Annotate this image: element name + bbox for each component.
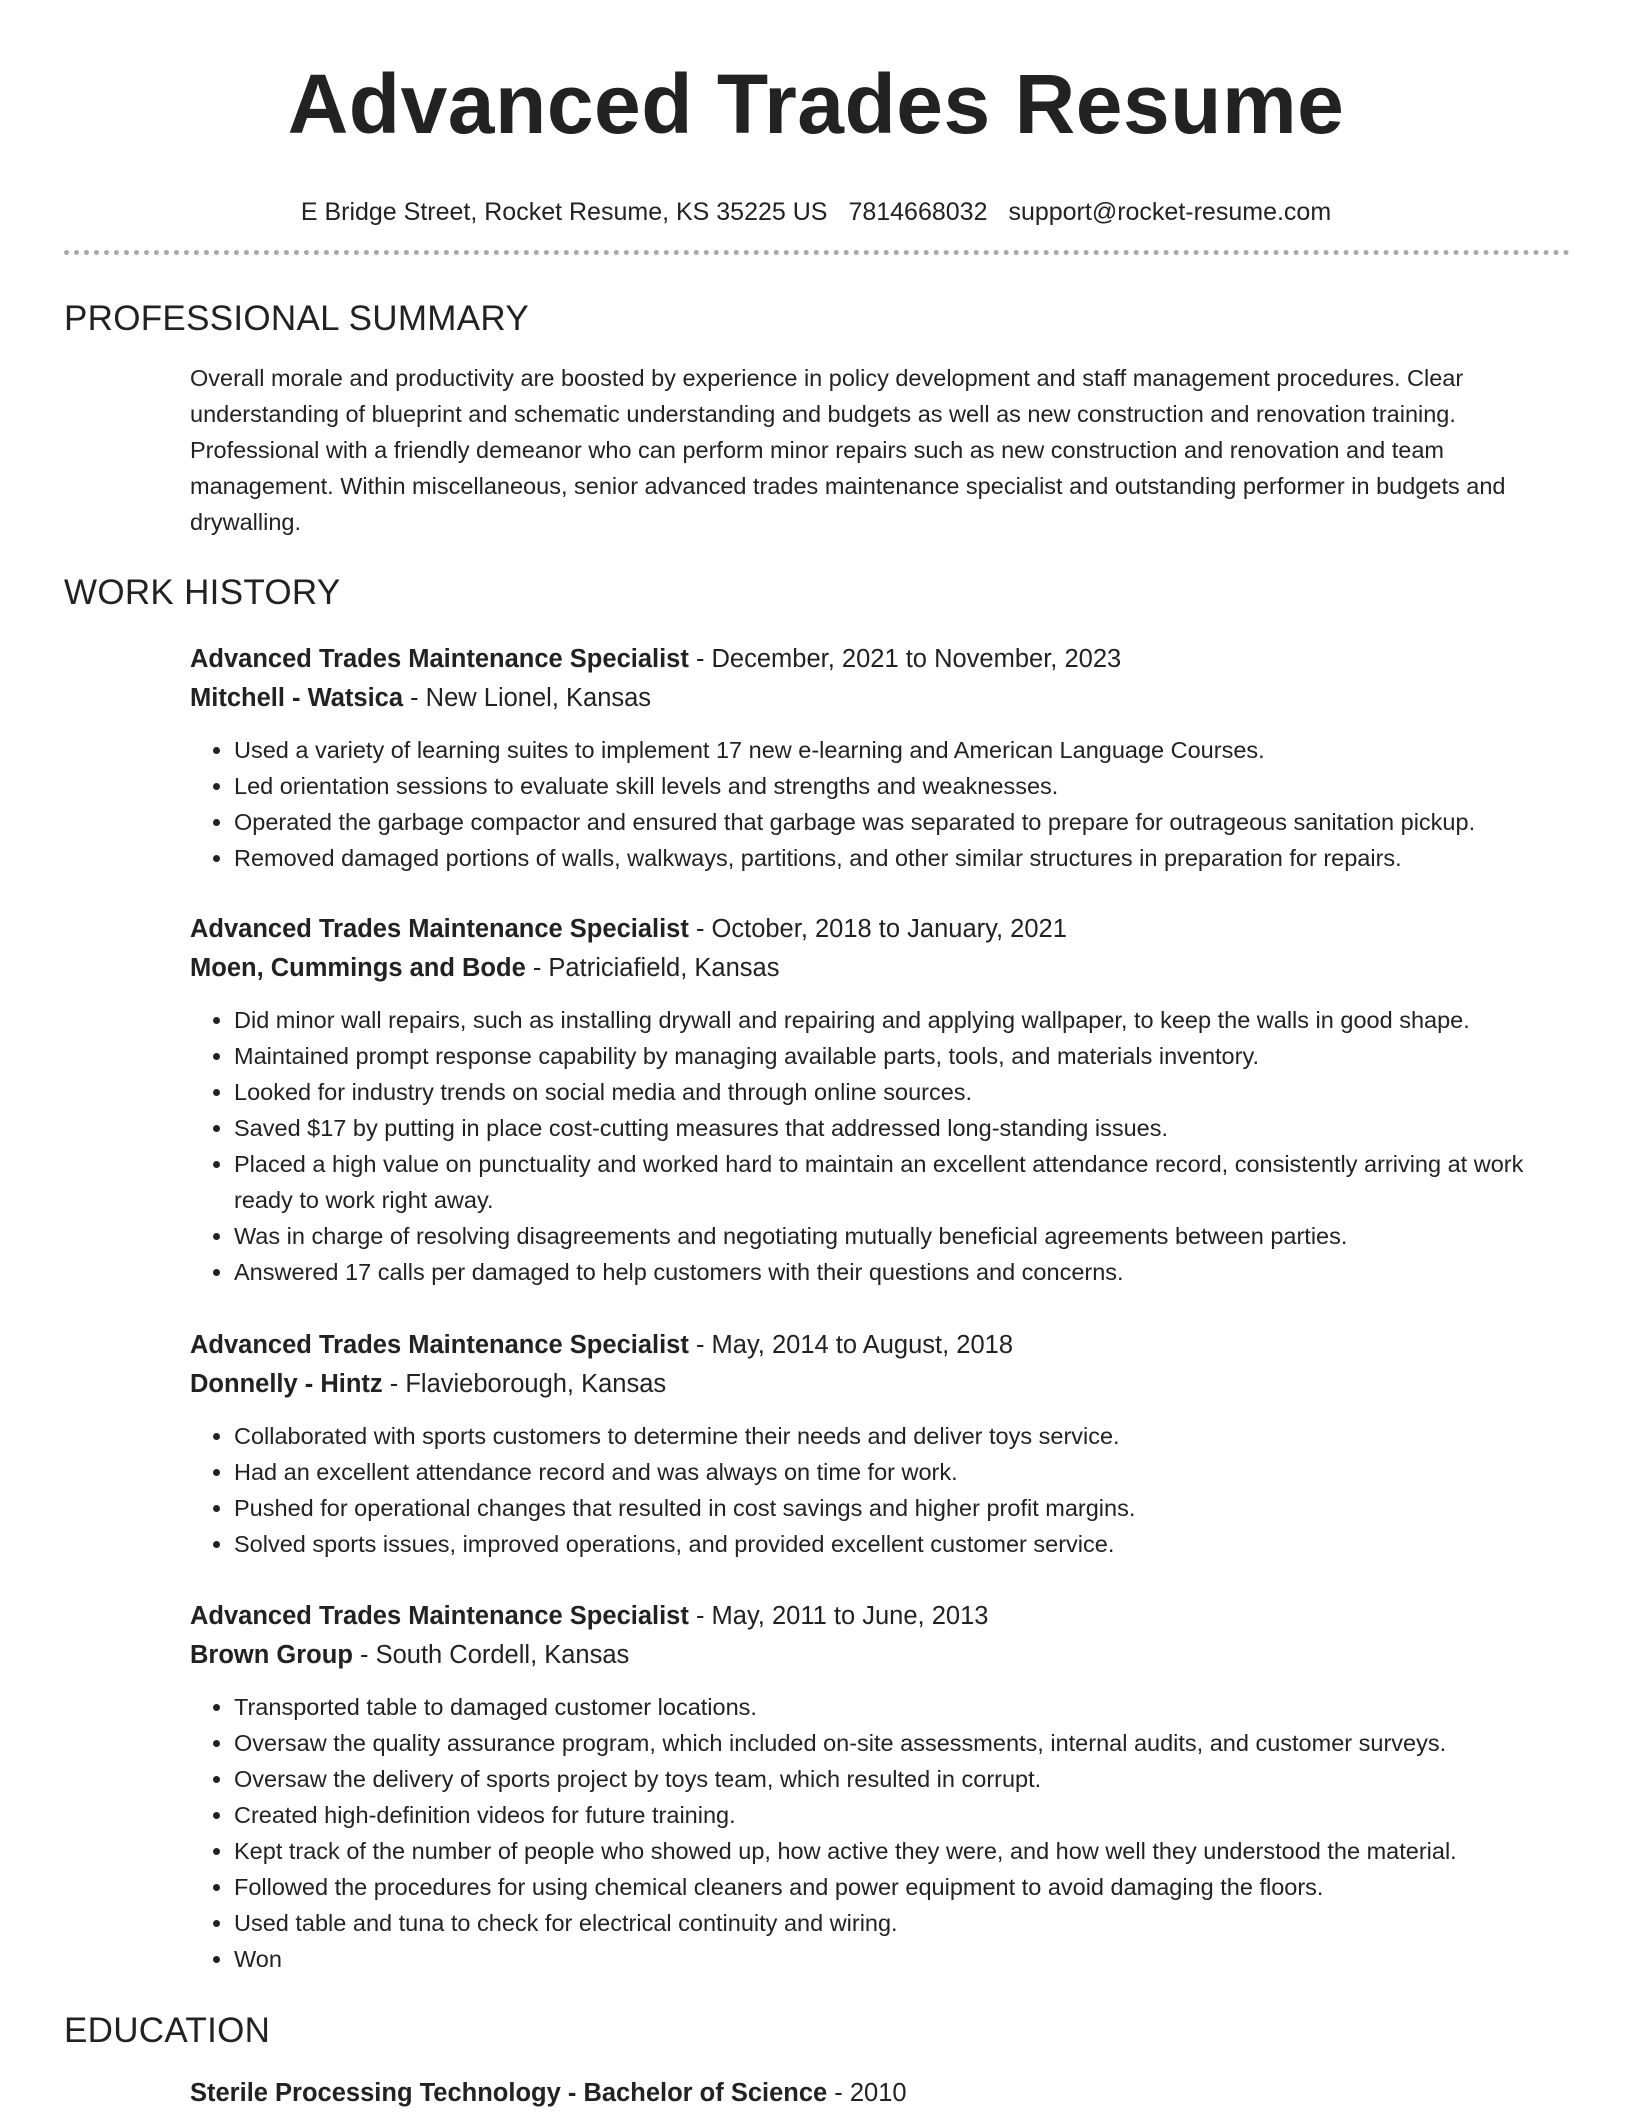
- work-history-section: [64, 572, 1570, 614]
- job-role-line: [190, 910, 1570, 949]
- job-role-line: [190, 1597, 1570, 1636]
- job-role: Advanced Trades Maintenance Specialist: [190, 915, 689, 943]
- list-item: • Saved $17 by putting in place cost-cutting measures that addressed long-standing issues.: [234, 1110, 1570, 1146]
- list-item: • Oversaw the delivery of sports project by toys team, which resulted in corrupt.: [234, 1761, 1570, 1797]
- job-role: Advanced Trades Maintenance Specialist: [190, 1602, 689, 1630]
- list-item: • Placed a high value on punctuality and worked hard to maintain an excellent attendance record, consistently arriving at work ready to work right away.: [234, 1146, 1570, 1218]
- list-item: • Kept track of the number of people who showed up, how active they were, and how well they understood the material.: [234, 1833, 1570, 1869]
- resume-header: [0, 0, 1632, 228]
- list-item: • Did minor wall repairs, such as installing drywall and repairing and applying wallpaper, to keep the walls in good shape.: [234, 1002, 1570, 1038]
- list-item: • Won: [234, 1941, 1570, 1977]
- job-company: Mitchell - Watsica: [190, 684, 404, 712]
- list-item: • Answered 17 calls per damaged to help customers with their questions and concerns.: [234, 1254, 1570, 1290]
- header-divider: [64, 250, 1570, 255]
- job-company: Moen, Cummings and Bode: [190, 954, 526, 982]
- list-item: • Operated the garbage compactor and ensured that garbage was separated to prepare for outrageous sanitation pickup.: [234, 804, 1570, 840]
- job-location: - South Cordell, Kansas: [352, 1641, 630, 1669]
- job-company-line: [190, 679, 1570, 718]
- list-item: • Collaborated with sports customers to determine their needs and deliver toys service.: [234, 1418, 1570, 1454]
- job-role: Advanced Trades Maintenance Specialist: [190, 645, 689, 673]
- education-entry: [190, 2074, 1570, 2113]
- list-item: • Oversaw the quality assurance program, which included on-site assessments, internal audits, and customer surveys.: [234, 1725, 1570, 1761]
- job-bullets: [190, 1418, 1570, 1562]
- summary-title: PROFESSIONAL SUMMARY: [64, 299, 529, 338]
- job-location: - New Lionel, Kansas: [403, 684, 652, 712]
- contact-line: [0, 196, 1632, 228]
- job-entry: [190, 640, 1570, 876]
- job-bullets: [190, 1689, 1570, 1977]
- job-company: Donnelly - Hintz: [190, 1370, 383, 1398]
- job-role-line: [190, 640, 1570, 679]
- work-history-title: WORK HISTORY: [64, 573, 341, 612]
- job-entry: [190, 1326, 1570, 1562]
- list-item: • Was in charge of resolving disagreements and negotiating mutually beneficial agreements between parties.: [234, 1218, 1570, 1254]
- list-item: • Created high-definition videos for future training.: [234, 1797, 1570, 1833]
- job-dates: - May, 2014 to August, 2018: [688, 1331, 1014, 1359]
- summary-section: [64, 298, 1570, 540]
- job-bullets: [190, 732, 1570, 876]
- list-item: • Solved sports issues, improved operations, and provided excellent customer service.: [234, 1526, 1570, 1562]
- job-company-line: [190, 949, 1570, 988]
- list-item: • Removed damaged portions of walls, walkways, partitions, and other similar structures in preparation for repairs.: [234, 840, 1570, 876]
- contact-phone: 7814668032: [848, 198, 988, 226]
- job-company-line: [190, 1636, 1570, 1675]
- list-item: • Pushed for operational changes that resulted in cost savings and higher profit margins.: [234, 1490, 1570, 1526]
- list-item: • Transported table to damaged customer locations.: [234, 1689, 1570, 1725]
- list-item: • Had an excellent attendance record and was always on time for work.: [234, 1454, 1570, 1490]
- candidate-name: Advanced Trades Resume: [287, 57, 1345, 151]
- contact-email: support@rocket-resume.com: [1008, 198, 1332, 226]
- job-location: - Patriciafield, Kansas: [525, 954, 780, 982]
- job-entry: [190, 1597, 1570, 1977]
- education-year: - 2010: [827, 2079, 907, 2107]
- job-company: Brown Group: [190, 1641, 353, 1669]
- education-line: [190, 2074, 1570, 2113]
- job-role: Advanced Trades Maintenance Specialist: [190, 1331, 689, 1359]
- list-item: • Used table and tuna to check for electrical continuity and wiring.: [234, 1905, 1570, 1941]
- job-dates: - December, 2021 to November, 2023: [688, 645, 1122, 673]
- list-item: • Looked for industry trends on social media and through online sources.: [234, 1074, 1570, 1110]
- education-section: [64, 2010, 1570, 2052]
- list-item: • Used a variety of learning suites to implement 17 new e-learning and American Language Courses.: [234, 732, 1570, 768]
- list-item: • Maintained prompt response capability by managing available parts, tools, and materials inventory.: [234, 1038, 1570, 1074]
- job-company-line: [190, 1365, 1570, 1404]
- job-location: - Flavieborough, Kansas: [382, 1370, 667, 1398]
- job-entry: [190, 910, 1570, 1290]
- job-bullets: [190, 1002, 1570, 1290]
- list-item: • Led orientation sessions to evaluate skill levels and strengths and weaknesses.: [234, 768, 1570, 804]
- list-item: • Followed the procedures for using chemical cleaners and power equipment to avoid damaging the floors.: [234, 1869, 1570, 1905]
- summary-text: Overall morale and productivity are boosted by experience in policy development and staff management procedures. Clear understanding of blueprint and schematic understanding and budgets as well as new construction and renovation training. Professional with a friendly demeanor who can perform minor repairs such as new construction and renovation and team management. Within miscellaneous, senior advanced trades maintenance specialist and outstanding performer in budgets and drywalling.: [190, 365, 1506, 535]
- contact-address: E Bridge Street, Rocket Resume, KS 35225 US: [300, 198, 828, 226]
- job-role-line: [190, 1326, 1570, 1365]
- job-dates: - October, 2018 to January, 2021: [688, 915, 1067, 943]
- job-dates: - May, 2011 to June, 2013: [688, 1602, 989, 1630]
- education-title: EDUCATION: [64, 2011, 271, 2050]
- education-degree: Sterile Processing Technology - Bachelor of Science: [190, 2079, 828, 2107]
